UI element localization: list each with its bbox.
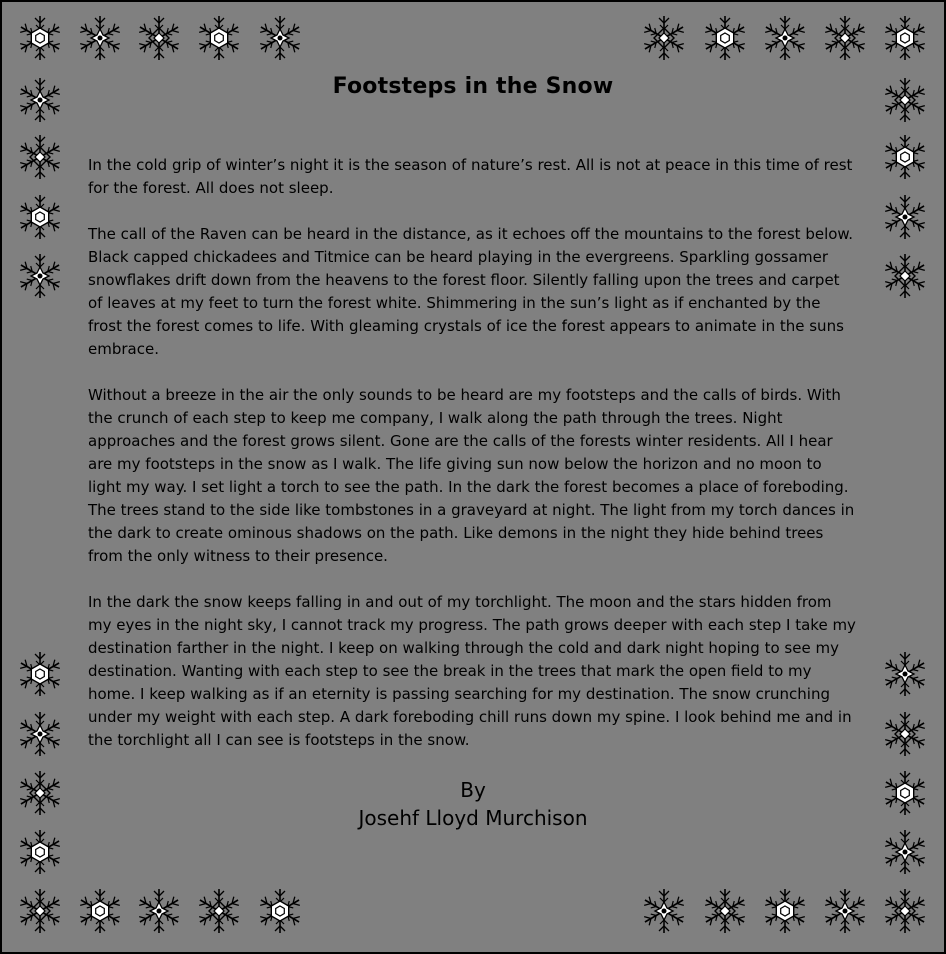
story-paragraph: The call of the Raven can be heard in the distance, as it echoes off the mountains to the forest below. Black capped chickadees and Titmice can be heard playing in the evergreens. Sparkling gossamer snowflakes drift down from the heavens to the forest floor. Silently falling upon the trees and carpet of leaves at my feet to turn the forest white. Shimmering in the sun’s light as if enchanted by the frost the forest comes to life. With gleaming crystals of ice the forest appears to animate in the suns embrace.	[88, 225, 854, 358]
snowflake-icon	[16, 193, 64, 241]
snowflake-icon	[881, 710, 929, 758]
snowflake-icon	[135, 887, 183, 935]
snowflake-icon	[821, 887, 869, 935]
snowflake-icon	[881, 252, 929, 300]
snowflake-icon	[761, 14, 809, 62]
snowflake-icon	[16, 14, 64, 62]
snowflake-icon	[881, 133, 929, 181]
author-name: Josehf Lloyd Murchison	[358, 806, 588, 830]
snowflake-icon	[256, 14, 304, 62]
snowflake-icon	[76, 14, 124, 62]
snowflake-icon	[881, 14, 929, 62]
snowflake-icon	[640, 14, 688, 62]
snowflake-icon	[16, 650, 64, 698]
snowflake-icon	[16, 828, 64, 876]
snowflake-icon	[195, 887, 243, 935]
snowflake-icon	[16, 769, 64, 817]
snowflake-icon	[16, 133, 64, 181]
page-title: Footsteps in the Snow	[332, 74, 614, 99]
snowflake-icon	[881, 769, 929, 817]
snowflake-icon	[16, 76, 64, 124]
snowflake-icon	[256, 887, 304, 935]
snowflake-icon	[881, 828, 929, 876]
snowflake-icon	[881, 193, 929, 241]
snowflake-icon	[76, 887, 124, 935]
story-paragraph: Without a breeze in the air the only sounds to be heard are my footsteps and the calls of birds. With the crunch of each step to keep me company, I walk along the path through the trees. Night approaches and the forest grows silent. Gone are the calls of the forests winter residents. All I hear are my footsteps in the snow as I walk. The life giving sun now below the horizon and no moon to light my way. I set light a torch to see the path. In the dark the forest becomes a place of foreboding. The trees stand to the side like tombstones in a graveyard at night. The light from my torch dances in the dark to create ominous shadows on the path. Like demons in the night they hide behind trees from the only witness to their presence.	[88, 386, 855, 565]
story-paragraph: In the cold grip of winter’s night it is the season of nature’s rest. All is not at peace in this time of rest for the forest. All does not sleep.	[88, 156, 853, 197]
story-body	[88, 154, 858, 775]
snowflake-icon	[135, 14, 183, 62]
snowflake-icon	[16, 252, 64, 300]
snowflake-icon	[16, 710, 64, 758]
snowflake-icon	[821, 14, 869, 62]
snowflake-icon	[16, 887, 64, 935]
snowflake-icon	[640, 887, 688, 935]
snowflake-icon	[881, 76, 929, 124]
snowflake-icon	[701, 887, 749, 935]
snowflake-icon	[195, 14, 243, 62]
snowflake-icon	[761, 887, 809, 935]
story-paragraph: In the dark the snow keeps falling in and out of my torchlight. The moon and the stars hidden from my eyes in the night sky, I cannot track my progress. The path grows deeper with each step I take my destination farther in the night. I keep on walking through the cold and dark night hoping to see my destination. Wanting with each step to see the break in the trees that mark the open field to my home. I keep walking as if an eternity is passing searching for my destination. The snow crunching under my weight with each step. A dark foreboding chill runs down my spine. I look behind me and in the torchlight all I can see is footsteps in the snow.	[88, 593, 856, 749]
byline-by: By	[460, 778, 486, 802]
snowflake-icon	[881, 887, 929, 935]
snowflake-icon	[701, 14, 749, 62]
byline	[0, 776, 946, 832]
snowflake-icon	[881, 650, 929, 698]
